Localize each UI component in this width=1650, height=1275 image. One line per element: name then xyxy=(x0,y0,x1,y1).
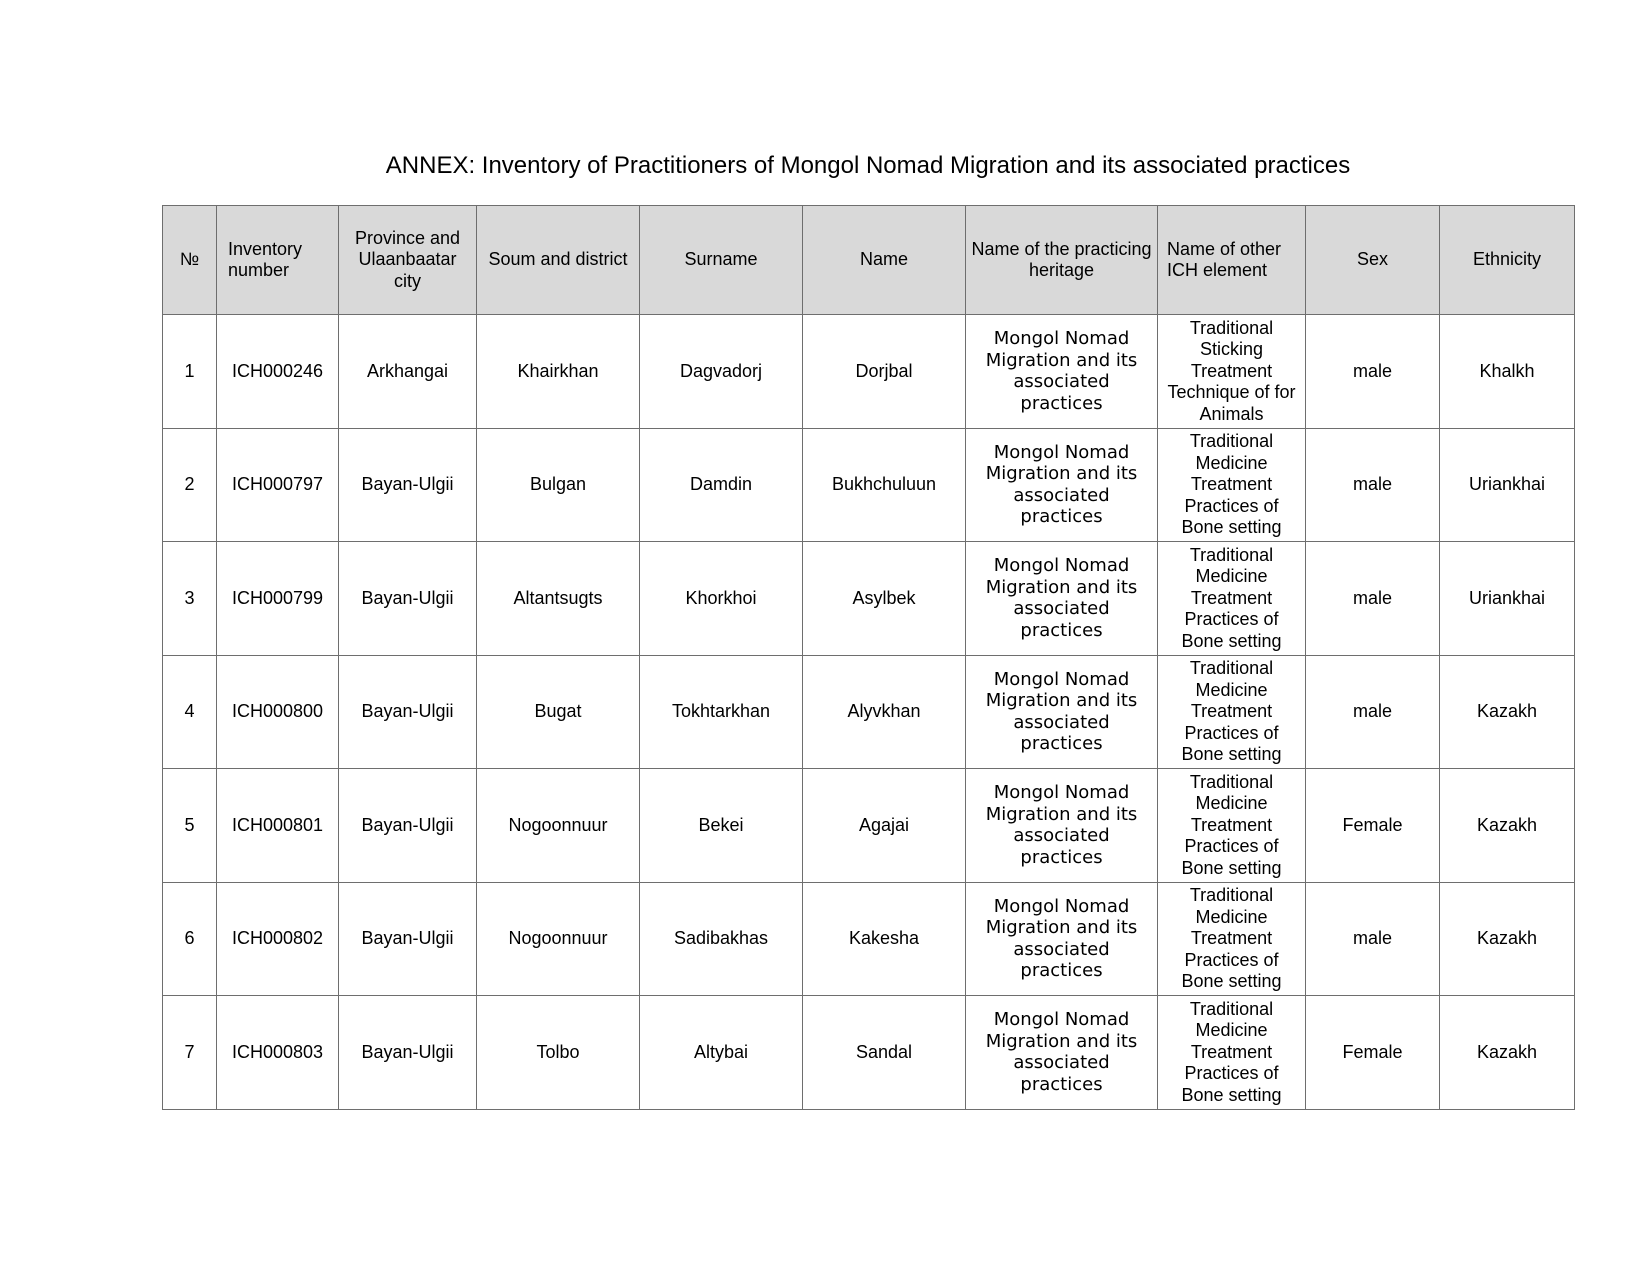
cell-ethnicity: Kazakh xyxy=(1440,769,1575,883)
header-name: Name xyxy=(803,206,966,315)
cell-other-ich-element: Traditional Medicine Treatment Practices of Bone setting xyxy=(1158,996,1306,1110)
cell-sex: male xyxy=(1306,882,1440,996)
cell-inventory-number: ICH000803 xyxy=(217,996,339,1110)
cell-number: 2 xyxy=(163,428,217,542)
header-province: Province and Ulaanbaatar city xyxy=(339,206,477,315)
cell-number: 1 xyxy=(163,315,217,429)
cell-inventory-number: ICH000800 xyxy=(217,655,339,769)
cell-name: Agajai xyxy=(803,769,966,883)
cell-name: Asylbek xyxy=(803,542,966,656)
cell-soum-district: Nogoonnuur xyxy=(477,769,640,883)
cell-ethnicity: Uriankhai xyxy=(1440,428,1575,542)
cell-soum-district: Tolbo xyxy=(477,996,640,1110)
cell-practicing-heritage: Mongol Nomad Migration and its associated practices xyxy=(966,428,1158,542)
cell-name: Bukhchuluun xyxy=(803,428,966,542)
cell-province: Bayan-Ulgii xyxy=(339,428,477,542)
cell-soum-district: Bulgan xyxy=(477,428,640,542)
cell-practicing-heritage: Mongol Nomad Migration and its associated practices xyxy=(966,882,1158,996)
cell-inventory-number: ICH000802 xyxy=(217,882,339,996)
cell-practicing-heritage: Mongol Nomad Migration and its associated practices xyxy=(966,996,1158,1110)
cell-inventory-number: ICH000801 xyxy=(217,769,339,883)
cell-sex: male xyxy=(1306,428,1440,542)
cell-other-ich-element: Traditional Medicine Treatment Practices of Bone setting xyxy=(1158,655,1306,769)
cell-surname: Altybai xyxy=(640,996,803,1110)
header-sex: Sex xyxy=(1306,206,1440,315)
cell-inventory-number: ICH000799 xyxy=(217,542,339,656)
header-inventory-number: Inventory number xyxy=(217,206,339,315)
table-row xyxy=(163,882,1575,996)
table-row xyxy=(163,315,1575,429)
cell-inventory-number: ICH000246 xyxy=(217,315,339,429)
cell-sex: male xyxy=(1306,315,1440,429)
cell-sex: Female xyxy=(1306,996,1440,1110)
header-practicing-heritage: Name of the practicing heritage xyxy=(966,206,1158,315)
cell-number: 5 xyxy=(163,769,217,883)
table-row xyxy=(163,769,1575,883)
cell-other-ich-element: Traditional Medicine Treatment Practices of Bone setting xyxy=(1158,769,1306,883)
table-row xyxy=(163,996,1575,1110)
cell-province: Bayan-Ulgii xyxy=(339,996,477,1110)
cell-practicing-heritage: Mongol Nomad Migration and its associated practices xyxy=(966,315,1158,429)
cell-surname: Tokhtarkhan xyxy=(640,655,803,769)
cell-surname: Sadibakhas xyxy=(640,882,803,996)
page-title: ANNEX: Inventory of Practitioners of Mongol Nomad Migration and its associated practices xyxy=(385,152,1351,179)
header-other-ich-element: Name of other ICH element xyxy=(1158,206,1306,315)
cell-name: Sandal xyxy=(803,996,966,1110)
cell-province: Arkhangai xyxy=(339,315,477,429)
cell-soum-district: Altantsugts xyxy=(477,542,640,656)
cell-ethnicity: Kazakh xyxy=(1440,996,1575,1110)
cell-province: Bayan-Ulgii xyxy=(339,655,477,769)
cell-number: 3 xyxy=(163,542,217,656)
cell-practicing-heritage: Mongol Nomad Migration and its associated practices xyxy=(966,542,1158,656)
table-row xyxy=(163,428,1575,542)
cell-inventory-number: ICH000797 xyxy=(217,428,339,542)
cell-name: Dorjbal xyxy=(803,315,966,429)
cell-other-ich-element: Traditional Medicine Treatment Practices of Bone setting xyxy=(1158,882,1306,996)
cell-province: Bayan-Ulgii xyxy=(339,542,477,656)
cell-surname: Khorkhoi xyxy=(640,542,803,656)
header-number: № xyxy=(163,206,217,315)
cell-practicing-heritage: Mongol Nomad Migration and its associated practices xyxy=(966,769,1158,883)
header-row xyxy=(163,206,1575,315)
cell-number: 6 xyxy=(163,882,217,996)
header-surname: Surname xyxy=(640,206,803,315)
cell-province: Bayan-Ulgii xyxy=(339,882,477,996)
cell-soum-district: Bugat xyxy=(477,655,640,769)
cell-soum-district: Nogoonnuur xyxy=(477,882,640,996)
cell-province: Bayan-Ulgii xyxy=(339,769,477,883)
cell-ethnicity: Khalkh xyxy=(1440,315,1575,429)
cell-other-ich-element: Traditional Medicine Treatment Practices of Bone setting xyxy=(1158,428,1306,542)
table-row xyxy=(163,542,1575,656)
table-row xyxy=(163,655,1575,769)
cell-sex: male xyxy=(1306,542,1440,656)
cell-ethnicity: Kazakh xyxy=(1440,882,1575,996)
cell-other-ich-element: Traditional Medicine Treatment Practices of Bone setting xyxy=(1158,542,1306,656)
cell-number: 4 xyxy=(163,655,217,769)
cell-practicing-heritage: Mongol Nomad Migration and its associated practices xyxy=(966,655,1158,769)
cell-name: Kakesha xyxy=(803,882,966,996)
cell-sex: male xyxy=(1306,655,1440,769)
cell-surname: Bekei xyxy=(640,769,803,883)
cell-surname: Damdin xyxy=(640,428,803,542)
cell-number: 7 xyxy=(163,996,217,1110)
cell-name: Alyvkhan xyxy=(803,655,966,769)
cell-surname: Dagvadorj xyxy=(640,315,803,429)
header-ethnicity: Ethnicity xyxy=(1440,206,1575,315)
cell-soum-district: Khairkhan xyxy=(477,315,640,429)
inventory-table xyxy=(162,205,1575,1110)
header-soum-district: Soum and district xyxy=(477,206,640,315)
cell-ethnicity: Uriankhai xyxy=(1440,542,1575,656)
cell-other-ich-element: Traditional Sticking Treatment Technique of for Animals xyxy=(1158,315,1306,429)
cell-ethnicity: Kazakh xyxy=(1440,655,1575,769)
cell-sex: Female xyxy=(1306,769,1440,883)
